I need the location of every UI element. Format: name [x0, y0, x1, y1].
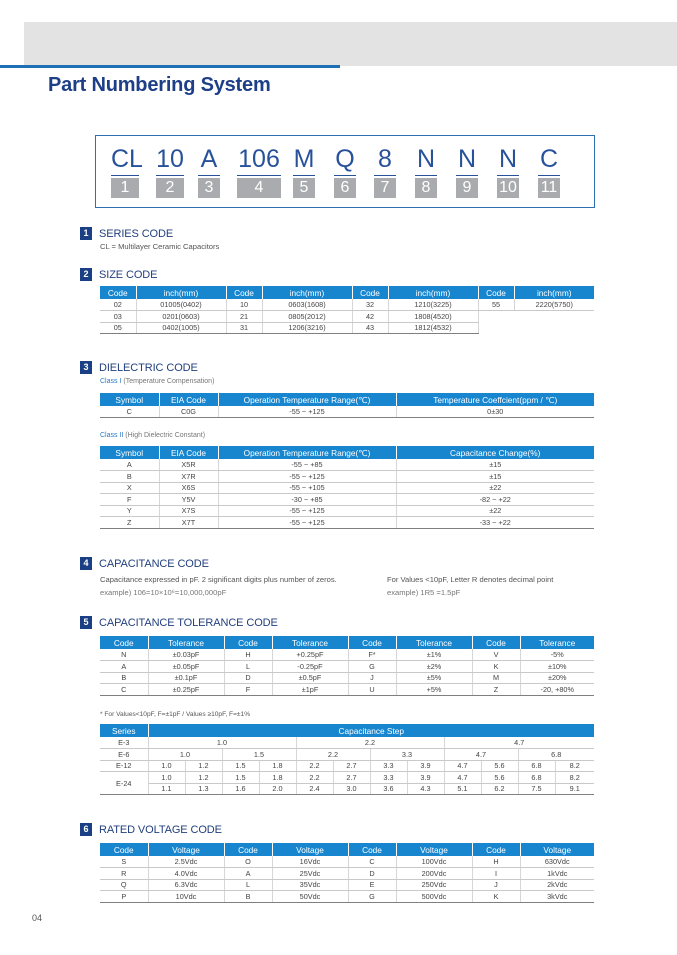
pn-segment: 106 4 — [238, 145, 280, 196]
class-1-label: Class I (Temperature Compensation) — [100, 378, 215, 385]
page-number: 04 — [32, 913, 43, 923]
capacitance-step-table — [100, 724, 594, 795]
series-code-text: CL = Multilayer Ceramic Capacitors — [100, 242, 220, 251]
class-2-label: Class II (High Dielectric Constant) — [100, 432, 206, 439]
pn-segment: C 11 — [539, 145, 559, 196]
capacitance-example-2: example) 1R5 =1.5pF — [387, 588, 461, 597]
pn-segment: 10 2 — [156, 145, 184, 196]
capacitance-code-heading: 4 CAPACITANCE CODE — [80, 557, 209, 570]
table-row: P 10Vdc B 50Vdc G 500Vdc K 3kVdc — [100, 891, 594, 903]
table-row: Z X7T -55 ~ +125 -33 ~ +22 — [100, 517, 594, 529]
table-header: Code Tolerance Code Tolerance Code Tolerance Code Tolerance — [100, 636, 594, 649]
pn-segment: CL 1 — [111, 145, 143, 196]
pn-segment: 8 7 — [374, 146, 396, 198]
table-row: C ±0.25pF F ±1pF U +5% Z -20, +80% — [100, 684, 594, 696]
pn-segment: M 5 — [293, 145, 315, 196]
table-header: Series Capacitance Step — [100, 724, 594, 737]
capacitance-text-2: For Values <10pF, Letter R denotes decimal point — [387, 575, 554, 584]
table-row: B X7R -55 ~ +125 ±15 — [100, 471, 594, 483]
class-1-table — [100, 393, 594, 418]
table-row: X X6S -55 ~ +105 ±22 — [100, 482, 594, 494]
table-row: E-6 1.0 1.5 2.2 3.3 4.7 6.8 — [100, 749, 594, 761]
table-row: A X5R -55 ~ +85 ±15 — [100, 459, 594, 471]
tolerance-table — [100, 636, 594, 696]
table-row: 03 0201(0603) 21 0805(2012) 42 1808(4520) — [100, 311, 594, 323]
capacitance-text-1: Capacitance expressed in pF. 2 significant digits plus number of zeros. — [100, 575, 337, 584]
table-row: C C0G -55 ~ +125 0±30 — [100, 406, 594, 418]
header-rule — [0, 65, 340, 68]
table-row: S 2.5Vdc O 16Vdc C 100Vdc H 630Vdc — [100, 856, 594, 868]
table-row: 02 01005(0402) 10 0603(1608) 32 1210(3225) 55 2220(5750) — [100, 299, 594, 311]
series-code-heading: 1 SERIES CODE — [80, 227, 173, 240]
table-row: E-3 1.0 2.2 4.7 — [100, 737, 594, 749]
dielectric-code-heading: 3 DIELECTRIC CODE — [80, 361, 198, 374]
size-code-heading: 2 SIZE CODE — [80, 268, 157, 281]
table-row: E-24 1.0 1.2 1.5 1.8 2.2 2.7 3.3 3.9 4.7 5.6 6.8 8.2 — [100, 772, 594, 784]
pn-segment: A 3 — [198, 146, 220, 198]
part-number-box — [95, 135, 595, 208]
voltage-code-heading: 6 RATED VOLTAGE CODE — [80, 823, 222, 836]
tolerance-code-heading: 5 CAPACITANCE TOLERANCE CODE — [80, 616, 278, 629]
class-2-table — [100, 446, 594, 529]
table-row: Q 6.3Vdc L 35Vdc E 250Vdc J 2kVdc — [100, 879, 594, 891]
table-row: 1.1 1.3 1.6 2.0 2.4 3.0 3.6 4.3 5.1 6.2 7.5 9.1 — [100, 783, 594, 795]
table-row: F Y5V -30 ~ +85 -82 ~ +22 — [100, 494, 594, 506]
table-row: R 4.0Vdc A 25Vdc D 200Vdc I 1kVdc — [100, 868, 594, 880]
pn-segment: N 10 — [498, 145, 518, 196]
header-band — [24, 22, 677, 66]
table-row: N ±0.03pF H +0.25pF F* ±1% V -5% — [100, 649, 594, 661]
pn-segment: Q 6 — [335, 145, 355, 196]
table-row: 05 0402(1005) 31 1206(3216) 43 1812(4532) — [100, 322, 594, 334]
table-header: Symbol EIA Code Operation Temperature Range(℃) Temperature Coeffcient(ppm / ℃) — [100, 393, 594, 406]
voltage-table — [100, 843, 594, 903]
table-header: Code Voltage Code Voltage Code Voltage Code Voltage — [100, 843, 594, 856]
page-title: Part Numbering System — [48, 74, 271, 96]
table-header: Code inch(mm) Code inch(mm) Code inch(mm) Code inch(mm) — [100, 286, 594, 299]
tolerance-note: * For Values<10pF, F=±1pF / Values ≥10pF, F=±1% — [100, 711, 251, 718]
table-row: A ±0.05pF L -0.25pF G ±2% K ±10% — [100, 661, 594, 673]
table-header: Symbol EIA Code Operation Temperature Range(℃) Capacitance Change(%) — [100, 446, 594, 459]
pn-segment: N 8 — [416, 145, 436, 196]
table-row: E-12 1.0 1.2 1.5 1.8 2.2 2.7 3.3 3.9 4.7 5.6 6.8 8.2 — [100, 760, 594, 772]
table-row: Y X7S -55 ~ +125 ±22 — [100, 505, 594, 517]
table-row: B ±0.1pF D ±0.5pF J ±5% M ±20% — [100, 672, 594, 684]
size-code-table — [100, 286, 594, 334]
pn-segment: N 9 — [457, 145, 477, 196]
capacitance-example-1: example) 106=10×10⁶=10,000,000pF — [100, 588, 227, 597]
